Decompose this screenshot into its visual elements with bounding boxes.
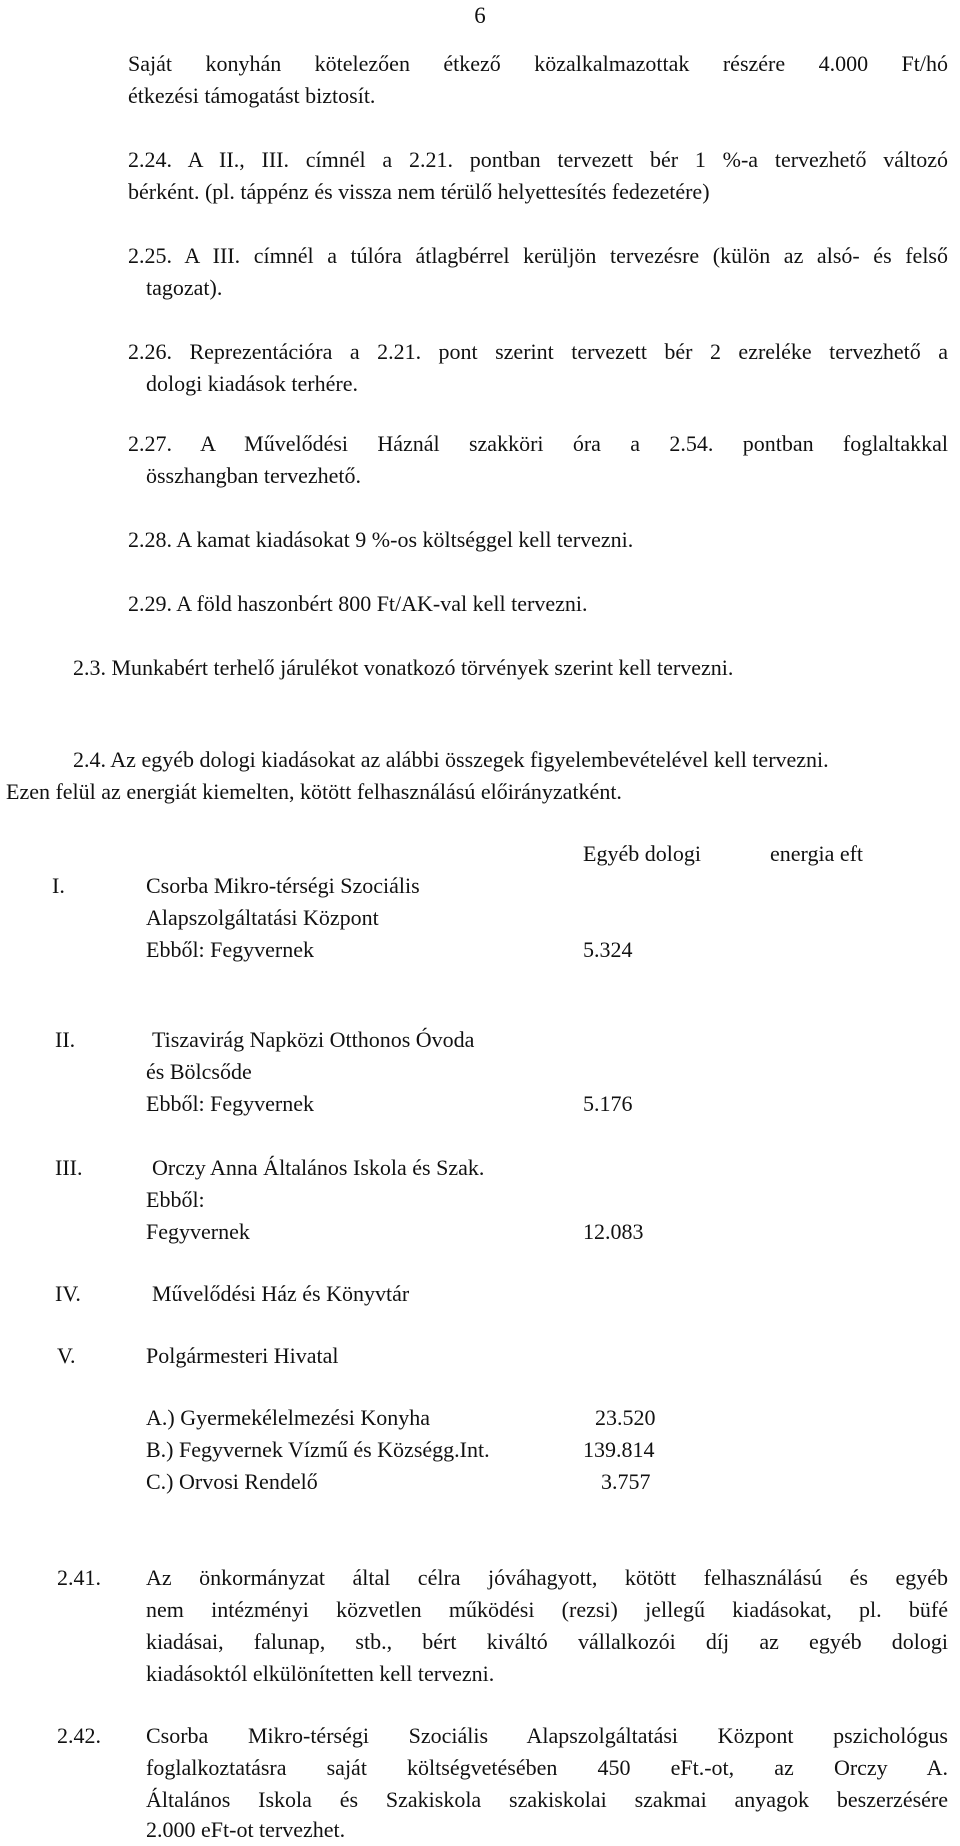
item-2-41-line-2: nem intézményi közvetlen működési (rezsi) jellegű kiadásokat, pl. büfé [146,1597,948,1622]
row-3-number: III. [55,1155,83,1180]
row-4-name: Művelődési Ház és Könyvtár [152,1281,410,1306]
item-2-3: 2.3. Munkabért terhelő járulékot vonatkozó törvények szerint kell tervezni. [73,655,734,680]
item-2-28: 2.28. A kamat kiadásokat 9 %-os költséggel kell tervezni. [128,527,634,552]
subrow-a-value: 23.520 [595,1405,656,1430]
row-2-sub-label: Ebből: Fegyvernek [146,1091,315,1116]
row-4-number: IV. [55,1281,81,1306]
row-1-number: I. [52,873,65,898]
row-2-number: II. [55,1027,76,1052]
item-2-27-line-2: összhangban tervezhető. [146,463,362,488]
intro-line-1: Saját konyhán kötelezően étkező közalkalmazottak részére 4.000 Ft/hó [128,51,948,76]
row-2-value: 5.176 [583,1091,633,1116]
item-2-42-line-4: 2.000 eFt-ot tervezhet. [146,1817,346,1842]
item-2-42-line-3: Általános Iskola és Szakiskola szakiskolai szakmai anyagok beszerzésére [146,1787,948,1812]
item-2-26-line-1: 2.26. Reprezentációra a 2.21. pont szerint tervezett bér 2 ezreléke tervezhető a [128,339,948,364]
page-number: 6 [474,3,486,28]
subrow-b-label: B.) Fegyvernek Vízmű és Községg.Int. [146,1437,490,1462]
item-2-25-line-2: tagozat). [146,275,223,300]
item-2-41-line-4: kiadásoktól elkülönítetten kell tervezni. [146,1661,495,1686]
row-1-name-line-2: Alapszolgáltatási Központ [146,905,379,930]
item-2-41-line-1: Az önkormányzat által célra jóváhagyott, kötött felhasználású és egyéb [146,1565,948,1590]
row-2-name-line-2: és Bölcsőde [146,1059,252,1084]
item-2-24-line-1: 2.24. A II., III. címnél a 2.21. pontban tervezett bér 1 %-a tervezhető változó [128,147,948,172]
item-2-42-number: 2.42. [57,1723,101,1748]
subrow-c-label: C.) Orvosi Rendelő [146,1469,318,1494]
row-5-number: V. [57,1343,76,1368]
intro-line-2: étkezési támogatást biztosít. [128,83,376,108]
subrow-a-label: A.) Gyermekélelmezési Konyha [146,1405,431,1430]
item-2-4-line-2: Ezen felül az energiát kiemelten, kötött felhasználású előirányzatként. [6,779,622,804]
item-2-42-line-2: foglalkoztatásra saját költségvetésében 450 eFt.-ot, az Orczy A. [146,1755,948,1780]
row-2-name-line-1: Tiszavirág Napközi Otthonos Óvoda [152,1027,475,1052]
row-3-name-line-1: Orczy Anna Általános Iskola és Szak. [152,1155,485,1180]
item-2-41-number: 2.41. [57,1565,101,1590]
item-2-41-line-3: kiadásai, falunap, stb., bért kiváltó vállalkozói díj az egyéb dologi [146,1629,948,1654]
item-2-27-line-1: 2.27. A Művelődési Háznál szakköri óra a 2.54. pontban foglaltakkal [128,431,948,456]
row-3-name-line-2: Ebből: [146,1187,205,1212]
item-2-26-line-2: dologi kiadások terhére. [146,371,358,396]
header-egyeb-dologi: Egyéb dologi [583,841,701,866]
row-1-sub-label: Ebből: Fegyvernek [146,937,315,962]
row-5-name: Polgármesteri Hivatal [146,1343,339,1368]
row-1-value: 5.324 [583,937,633,962]
row-3-value: 12.083 [583,1219,644,1244]
item-2-25-line-1: 2.25. A III. címnél a túlóra átlagbérrel kerüljön tervezésre (külön az alsó- és felső [128,243,948,268]
item-2-24-line-2: bérként. (pl. táppénz és vissza nem térülő helyettesítés fedezetére) [128,179,710,204]
item-2-4-line-1: 2.4. Az egyéb dologi kiadásokat az alábbi összegek figyelembevételével kell tervezni. [73,747,829,772]
subrow-c-value: 3.757 [601,1469,651,1494]
row-3-sub-label: Fegyvernek [146,1219,250,1244]
row-1-name-line-1: Csorba Mikro-térségi Szociális [146,873,420,898]
header-energia-eft: energia eft [770,841,864,866]
subrow-b-value: 139.814 [583,1437,655,1462]
item-2-29: 2.29. A föld haszonbért 800 Ft/AK-val kell tervezni. [128,591,588,616]
item-2-42-line-1: Csorba Mikro-térségi Szociális Alapszolgáltatási Központ pszichológus [146,1723,948,1748]
